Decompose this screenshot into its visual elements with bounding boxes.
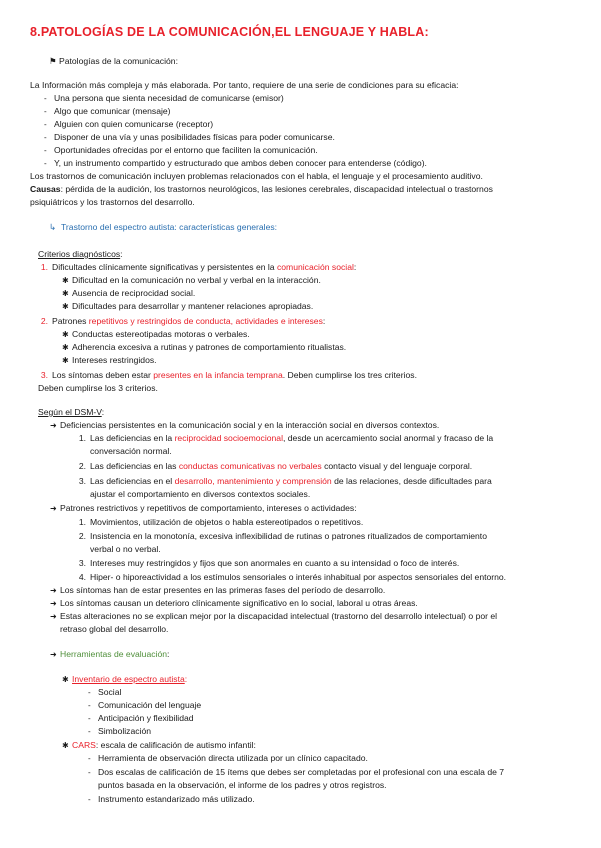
list-item: ✱ Adherencia excesiva a rutinas y patrones de comportamiento ritualistas. xyxy=(62,342,347,352)
dsm-criterion-b: ➜ Patrones restrictivos y repetitivos de comportamiento, intereses o actividades: xyxy=(50,503,357,513)
list-item: - Social xyxy=(88,687,122,697)
criterion-1: 1. Dificultades clínicamente significativas y persistentes en la comunicación social: xyxy=(40,262,357,272)
list-item: - Una persona que sienta necesidad de comunicarse (emisor) xyxy=(44,93,284,103)
list-item: ✱ Conductas estereotipadas motoras o verbales. xyxy=(62,329,250,339)
section-heading-tea: ↳ Trastorno del espectro autista: características generales: xyxy=(49,222,278,232)
list-item: - Comunicación del lenguaje xyxy=(88,700,202,710)
dsm-b4: 4. Hiper- o hiporeactividad a los estímulos sensoriales o interés inhabitual por aspectos sensoriales del entorno. xyxy=(78,572,507,582)
dsm-criterion-e: ➜ Estas alteraciones no se explican mejor por la discapacidad intelectual (trastorno del desarrollo intelectual) o por el xyxy=(50,611,498,621)
list-item: - Instrumento estandarizado más utilizado. xyxy=(88,794,255,804)
criteria-heading: Criterios diagnósticos: xyxy=(38,249,123,259)
dsm-criterion-c: ➜ Los síntomas han de estar presentes en las primeras fases del período de desarrollo. xyxy=(50,585,386,595)
dsm-heading: Según el DSM-V: xyxy=(38,407,105,417)
list-item: - Simbolización xyxy=(88,726,152,736)
star-icon: ✱ xyxy=(62,289,69,298)
evaluation-heading: ➜ Herramientas de evaluación: xyxy=(50,649,170,659)
dsm-a3: 3. Las deficiencias en el desarrollo, mantenimiento y comprensión de las relaciones, desde dificultades para xyxy=(78,476,492,486)
dsm-a3-cont: ajustar el comportamiento en diversos contextos sociales. xyxy=(90,489,311,499)
dsm-b2-cont: verbal o no verbal. xyxy=(90,544,161,554)
arrow-right-icon: ➜ xyxy=(50,650,57,659)
criteria-note: Deben cumplirse los 3 criterios. xyxy=(38,383,158,393)
list-item: ✱ Ausencia de reciprocidad social. xyxy=(62,288,196,298)
inventory-heading: ✱ Inventario de espectro autista: xyxy=(62,674,188,684)
list-item: - Herramienta de observación directa utilizada por un clínico capacitado. xyxy=(88,753,368,763)
flag-icon: ⚑ xyxy=(49,56,57,66)
return-arrow-icon: ↳ xyxy=(49,222,57,232)
star-icon: ✱ xyxy=(62,302,69,311)
paragraph: Los trastornos de comunicación incluyen problemas relacionados con el habla, el lenguaje y el procesamiento auditivo. xyxy=(30,171,483,181)
arrow-right-icon: ➜ xyxy=(50,586,57,595)
dsm-criterion-d: ➜ Los síntomas causan un deterioro clínicamente significativo en lo social, laboral u otras áreas. xyxy=(50,598,418,608)
list-item: - Dos escalas de calificación de 15 ítems que debes ser completadas por el profesional con una escala de 7 xyxy=(88,767,505,777)
dsm-criterion-a: ➜ Deficiencias persistentes en la comunicación social y en la interacción social en diversos contextos. xyxy=(50,420,440,430)
dsm-a1-cont: conversación normal. xyxy=(90,446,172,456)
list-item: ✱ Dificultad en la comunicación no verbal y verbal en la interacción. xyxy=(62,275,321,285)
list-item: - Alguien con quien comunicarse (receptor) xyxy=(44,119,214,129)
star-icon: ✱ xyxy=(62,276,69,285)
dsm-a2: 2. Las deficiencias en las conductas comunicativas no verbales contacto visual y del lenguaje corporal. xyxy=(78,461,473,471)
dsm-b2: 2. Insistencia en la monotonía, excesiva inflexibilidad de rutinas o patrones ritualizados de comportamiento xyxy=(78,531,487,541)
list-item-cont: puntos basada en la observación, el informe de los padres y otros registros. xyxy=(98,780,387,790)
arrow-right-icon: ➜ xyxy=(50,504,57,513)
dsm-b1: 1. Movimientos, utilización de objetos o habla estereotipados o repetitivos. xyxy=(78,517,364,527)
star-icon: ✱ xyxy=(62,330,69,339)
page-title: 8.PATOLOGÍAS DE LA COMUNICACIÓN,EL LENGUAJE Y HABLA: xyxy=(30,25,429,39)
cars-heading: ✱ CARS: escala de calificación de autismo infantil: xyxy=(62,740,256,750)
list-item: - Anticipación y flexibilidad xyxy=(88,713,194,723)
dsm-a1: 1. Las deficiencias en la reciprocidad socioemocional, desde un acercamiento social anormal y fracaso de la xyxy=(78,433,494,443)
list-item: - Oportunidades ofrecidas por el entorno que faciliten la comunicación. xyxy=(44,145,318,155)
dsm-b3: 3. Intereses muy restringidos y fijos que son anormales en cuanto a su intensidad o foco de interés. xyxy=(78,558,460,568)
dsm-criterion-e-cont: retraso global del desarrollo. xyxy=(60,624,169,634)
list-item: - Y, un instrumento compartido y estructurado que ambos deben conocer para entenderse (código). xyxy=(44,158,427,168)
section-heading-patologias: ⚑ Patologías de la comunicación: xyxy=(49,56,178,66)
list-item: ✱ Dificultades para desarrollar y mantener relaciones apropiadas. xyxy=(62,301,314,311)
causas-line-2: psiquiátricos y los trastornos del desarrollo. xyxy=(30,197,195,207)
list-item: - Algo que comunicar (mensaje) xyxy=(44,106,171,116)
star-icon: ✱ xyxy=(62,741,69,750)
arrow-right-icon: ➜ xyxy=(50,599,57,608)
arrow-right-icon: ➜ xyxy=(50,421,57,430)
criterion-2: 2. Patrones repetitivos y restringidos de conducta, actividades e intereses: xyxy=(40,316,326,326)
list-item: - Disponer de una vía y unas posibilidades físicas para poder comunicarse. xyxy=(44,132,335,142)
intro-text: La Información más compleja y más elaborada. Por tanto, requiere de una serie de condiciones para su eficacia: xyxy=(30,80,459,90)
star-icon: ✱ xyxy=(62,356,69,365)
causas-line: Causas: pérdida de la audición, los trastornos neurológicos, las lesiones cerebrales, discapacidad intelectual o trastornos xyxy=(30,184,493,194)
star-icon: ✱ xyxy=(62,343,69,352)
arrow-right-icon: ➜ xyxy=(50,612,57,621)
star-icon: ✱ xyxy=(62,675,69,684)
list-item: ✱ Intereses restringidos. xyxy=(62,355,157,365)
criterion-3: 3. Los síntomas deben estar presentes en la infancia temprana. Deben cumplirse los tres criterios. xyxy=(40,370,417,380)
